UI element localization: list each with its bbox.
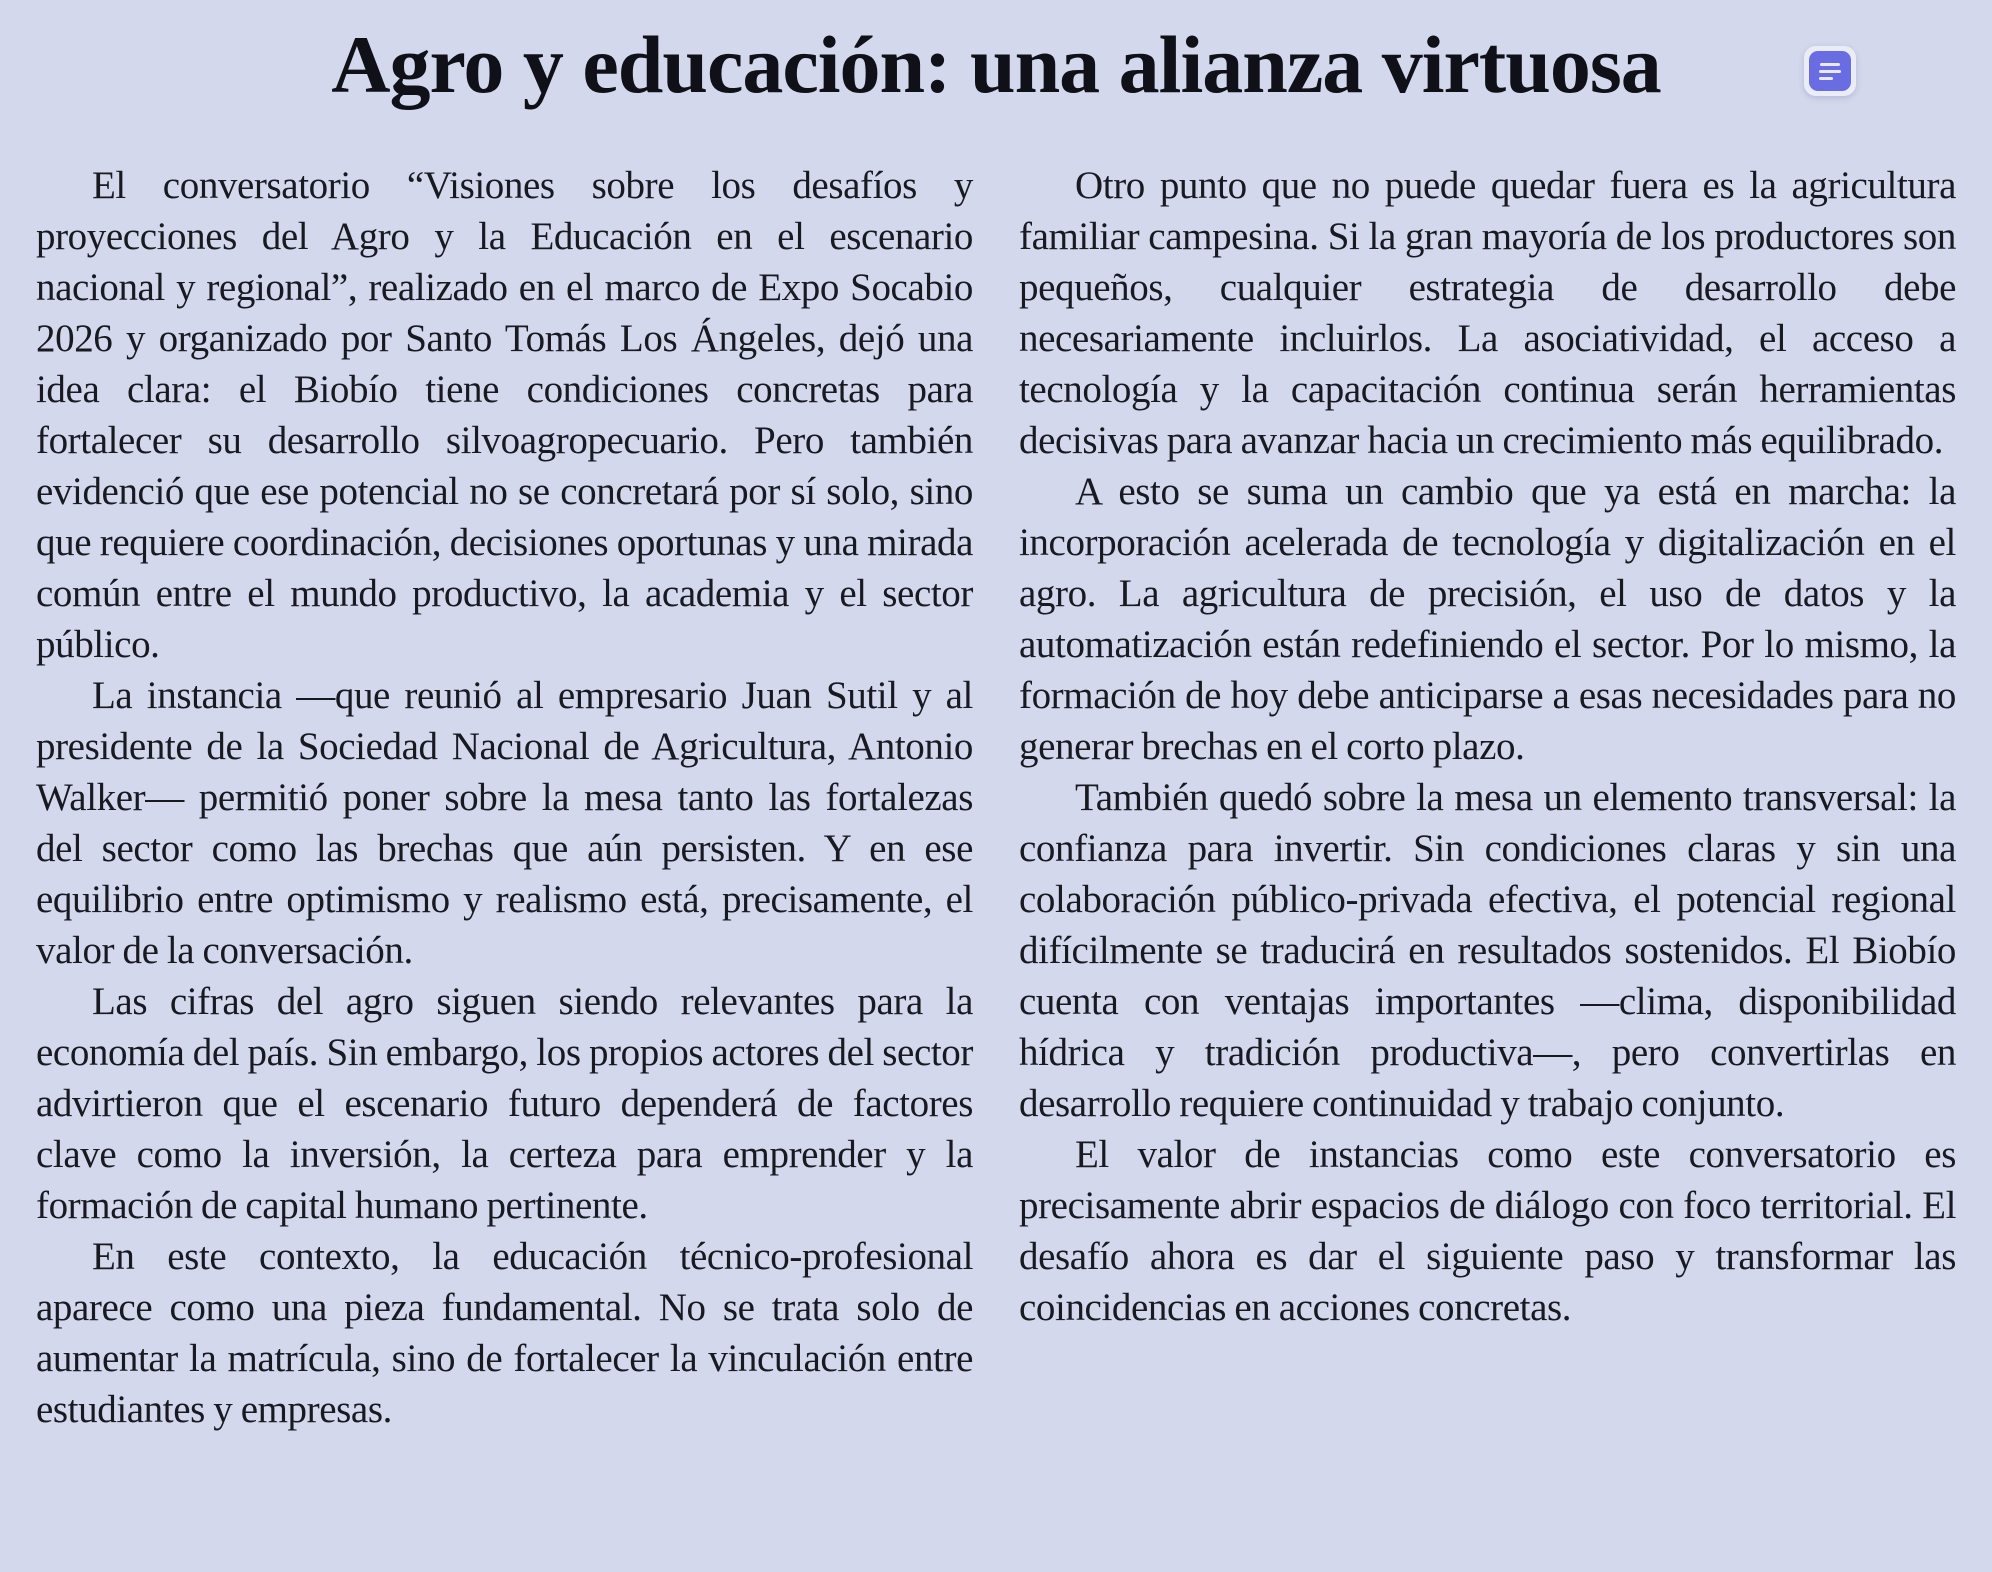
summarize-icon — [1809, 51, 1851, 91]
article-paragraph: El conversatorio “Visiones sobre los desafíos y proyecciones del Agro y la Educación en el escenario nacional y regional”, realizado en el marco de Expo Socabio 2026 y organizado por Santo Tomás Los Ángeles, dejó una idea clara: el Biobío tiene condiciones concretas para fortalecer su desarrollo silvoagropecuario. Pero también evidenció que ese potencial no se concretará por sí solo, sino que requiere coordinación, decisiones oportunas y una mirada común entre el mundo productivo, la academia y el sector público. — [36, 164, 973, 666]
article-paragraph: El valor de instancias como este conversatorio es precisamente abrir espacios de diálogo con foco territorial. El desafío ahora es dar el siguiente paso y transformar las coincidencias en acciones concretas. — [1019, 1133, 1956, 1329]
article-paragraph: También quedó sobre la mesa un elemento transversal: la confianza para invertir. Sin condiciones claras y sin una colaboración público-privada efectiva, el potencial regional difícilmente se traducirá en resultados sostenidos. El Biobío cuenta con ventajas importantes —clima, disponibilidad hídrica y tradición productiva—, pero convertirlas en desarrollo requiere continuidad y trabajo conjunto. — [1019, 776, 1956, 1125]
summarize-button[interactable] — [1804, 46, 1856, 96]
article-paragraph: La instancia —que reunió al empresario Juan Sutil y al presidente de la Sociedad Nacional de Agricultura, Antonio Walker— permitió poner sobre la mesa tanto las fortalezas del sector como las brechas que aún persisten. Y en ese equilibrio entre optimismo y realismo está, precisamente, el valor de la conversación. — [36, 674, 973, 972]
article-body — [0, 142, 1992, 1435]
article-paragraph: Otro punto que no puede quedar fuera es la agricultura familiar campesina. Si la gran mayoría de los productores son pequeños, cualquier estrategia de desarrollo debe necesariamente incluirlos. La asociatividad, el acceso a tecnología y la capacitación continua serán herramientas decisivas para avanzar hacia un crecimiento más equilibrado. — [1019, 164, 1956, 462]
article-column-right — [1019, 160, 1956, 1435]
article-title: Agro y educación: una alianza virtuosa — [331, 19, 1661, 110]
article-header — [0, 0, 1992, 142]
article-paragraph: Las cifras del agro siguen siendo relevantes para la economía del país. Sin embargo, los propios actores del sector advirtieron que el escenario futuro dependerá de factores clave como la inversión, la certeza para emprender y la formación de capital humano pertinente. — [36, 980, 973, 1227]
article-paragraph: A esto se suma un cambio que ya está en marcha: la incorporación acelerada de tecnología y digitalización en el agro. La agricultura de precisión, el uso de datos y la automatización están redefiniendo el sector. Por lo mismo, la formación de hoy debe anticiparse a esas necesidades para no generar brechas en el corto plazo. — [1019, 470, 1956, 768]
article-column-left — [36, 160, 973, 1435]
article-paragraph: En este contexto, la educación técnico-profesional aparece como una pieza fundamental. No se trata solo de aumentar la matrícula, sino de fortalecer la vinculación entre estudiantes y empresas. — [36, 1235, 973, 1431]
